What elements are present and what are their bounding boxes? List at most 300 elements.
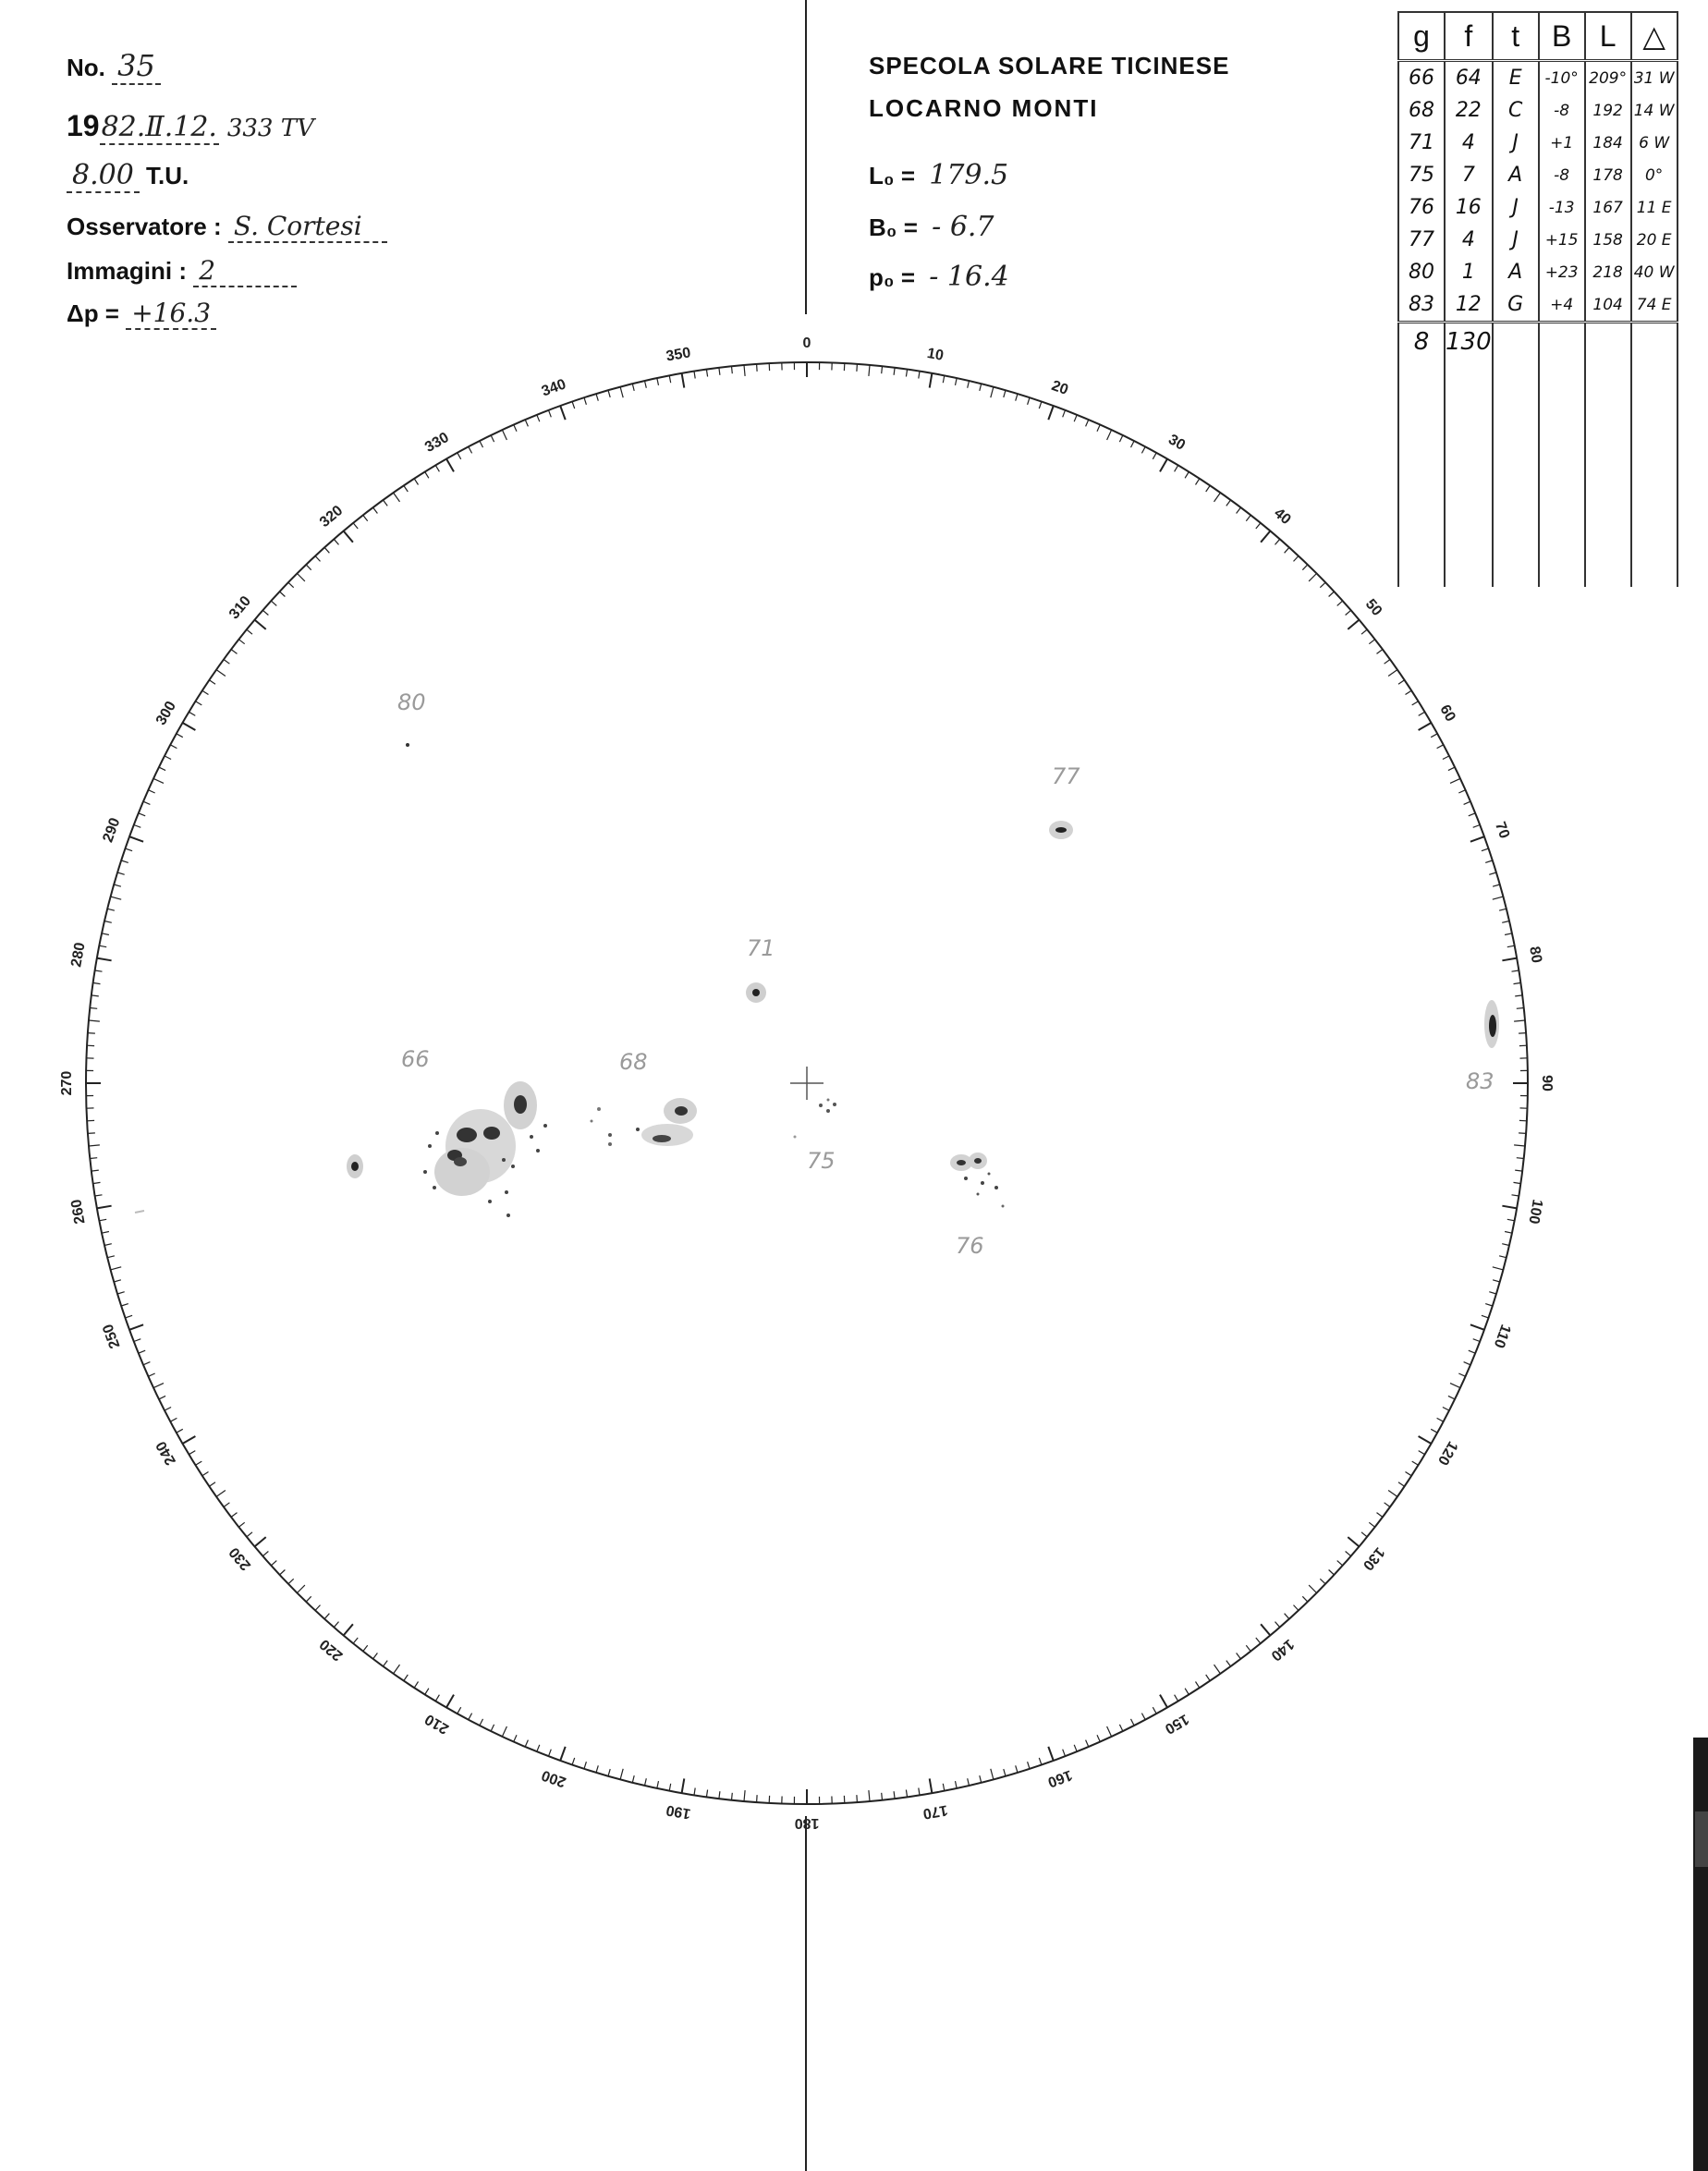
scale-tick (107, 909, 115, 910)
table-cell: 209° (1585, 61, 1631, 95)
scale-tick (143, 1362, 150, 1365)
scale-tick (1369, 1522, 1374, 1527)
scale-tick (906, 1790, 907, 1798)
scale-tick (247, 1532, 252, 1537)
observer-label: Osservatore : (67, 213, 222, 240)
scale-tick (694, 372, 695, 379)
scale-tick (1464, 1362, 1470, 1365)
scale-tick (90, 1008, 97, 1009)
scale-tick (1514, 1182, 1521, 1183)
scale-tick (1214, 493, 1221, 502)
scale-tick (177, 1429, 183, 1433)
scale-tick (1329, 1570, 1335, 1576)
scale-tick (394, 1665, 400, 1674)
table-cell: 80 (1398, 256, 1445, 288)
scale-tick (414, 479, 418, 485)
scale-label: 330 (422, 429, 452, 457)
scale-tick (1160, 1695, 1167, 1708)
scale-tick (97, 1206, 112, 1209)
scale-tick (238, 640, 244, 644)
scale-tick (255, 1537, 266, 1546)
table-cell: 66 (1398, 61, 1445, 95)
scale-tick (1119, 435, 1123, 442)
scale-tick (139, 813, 145, 816)
scale-tick (596, 1765, 598, 1773)
table-cell: 4 (1445, 127, 1493, 159)
scale-label: 270 (59, 1070, 76, 1096)
scale-tick (1214, 1665, 1221, 1674)
scale-tick (1493, 1267, 1504, 1270)
scale-tick (129, 836, 143, 842)
scale-tick (1294, 556, 1299, 562)
column-header-L: L (1585, 12, 1631, 61)
table-cell: 0° (1631, 159, 1678, 191)
time-value: 8.00 (67, 159, 140, 193)
spot-label-71: 71 (747, 935, 775, 961)
scale-tick (1337, 1561, 1343, 1566)
scale-tick (1388, 1491, 1397, 1497)
scale-tick (1515, 995, 1522, 996)
table-cell: 75 (1398, 159, 1445, 191)
scale-tick (732, 1793, 733, 1800)
table-cell: +23 (1539, 256, 1585, 288)
scale-tick (906, 370, 907, 377)
record-number-label: No. (67, 54, 105, 81)
scale-tick (502, 430, 506, 440)
disk-center-cross (790, 1067, 824, 1100)
scale-tick (202, 1472, 209, 1476)
scale-tick (216, 670, 226, 677)
table-cell: A (1493, 256, 1539, 288)
scale-label: 250 (100, 1322, 124, 1351)
scale-tick (183, 1436, 196, 1444)
sunspot-group-76 (950, 1153, 1005, 1208)
scale-tick (1464, 801, 1470, 804)
scale-tick (117, 872, 125, 874)
scale-tick (572, 402, 575, 409)
scale-tick (572, 1758, 575, 1765)
record-number-value: 35 (112, 48, 161, 85)
scale-tick (1514, 982, 1521, 983)
scale-tick (1337, 601, 1343, 605)
scale-tick (1398, 1482, 1405, 1487)
scale-tick (1237, 1653, 1241, 1659)
scale-tick (1385, 660, 1390, 665)
scale-tick (584, 1762, 586, 1769)
scale-tick (1309, 574, 1316, 581)
scale-tick (1419, 723, 1432, 730)
scale-tick (394, 493, 400, 502)
table-cell: 167 (1585, 191, 1631, 224)
scale-tick (1458, 790, 1465, 793)
scale-tick (1226, 500, 1231, 506)
scale-tick (549, 1750, 552, 1757)
scale-tick (1377, 650, 1383, 654)
spot-label-76: 76 (956, 1233, 984, 1259)
institution-location: LOCARNO MONTI (869, 94, 1099, 122)
scale-tick (159, 767, 165, 771)
total-spots: 130 (1445, 323, 1493, 361)
scale-tick (1493, 1280, 1500, 1282)
scale-tick (324, 1614, 329, 1619)
scale-tick (869, 1790, 870, 1801)
scale-tick (1517, 1158, 1524, 1159)
scale-tick (1385, 1503, 1390, 1507)
scale-tick (537, 415, 540, 421)
scale-tick (1514, 1145, 1525, 1146)
scale-tick (1309, 1585, 1316, 1592)
scale-tick (1485, 1304, 1493, 1306)
scale-tick (1493, 896, 1504, 899)
scale-tick (165, 1408, 171, 1411)
scale-tick (1256, 1638, 1261, 1643)
scale-label: 200 (539, 1766, 568, 1790)
scale-tick (480, 1719, 483, 1726)
scale-tick (1502, 1244, 1509, 1246)
scale-tick (202, 690, 209, 694)
scale-tick (894, 368, 895, 375)
scale-tick (1450, 1384, 1460, 1388)
scale-label: 170 (921, 1801, 949, 1822)
scale-tick (1458, 1373, 1465, 1376)
scale-tick (1346, 1552, 1351, 1556)
scale-label: 260 (68, 1198, 89, 1226)
scale-tick (1473, 1339, 1481, 1342)
table-cell: 22 (1445, 94, 1493, 127)
scale-tick (324, 547, 329, 553)
scale-tick (1406, 1472, 1412, 1476)
table-cell: 104 (1585, 288, 1631, 323)
column-header-f: f (1445, 12, 1493, 61)
scale-tick (956, 378, 958, 385)
scale-tick (1063, 410, 1066, 418)
scale-tick (1507, 945, 1515, 946)
p0-label: p₀ = (869, 263, 916, 291)
scale-tick (435, 1695, 439, 1701)
scale-tick (732, 366, 733, 373)
scale-tick (262, 610, 268, 615)
scale-tick (1470, 1324, 1484, 1330)
column-header-g: g (1398, 12, 1445, 61)
scale-tick (344, 1624, 353, 1635)
scale-tick (1348, 620, 1359, 629)
L0-label: L₀ = (869, 162, 916, 189)
time-unit: T.U. (146, 162, 189, 189)
scale-tick (525, 1740, 528, 1747)
scale-tick (882, 1793, 883, 1800)
scale-tick (1285, 547, 1289, 553)
scale-tick (657, 378, 659, 385)
scale-tick (446, 1695, 454, 1708)
scale-label: 310 (226, 592, 255, 623)
scale-tick (930, 373, 933, 388)
scale-label: 340 (539, 376, 568, 400)
scale-tick (1206, 485, 1211, 492)
scale-tick (446, 459, 454, 472)
scale-tick (298, 574, 305, 581)
table-cell: 40 W (1631, 256, 1678, 288)
table-cell: -10° (1539, 61, 1585, 95)
sunspot-group-75 (794, 1099, 837, 1139)
scale-tick (1437, 745, 1444, 749)
table-cell: 1 (1445, 256, 1493, 288)
scale-tick (170, 745, 177, 749)
scale-tick (857, 1795, 858, 1802)
scale-tick (980, 1775, 982, 1783)
sunspot-group-77 (1049, 821, 1073, 839)
scale-tick (1048, 1747, 1054, 1761)
scale-tick (1039, 402, 1042, 409)
scale-tick (1502, 958, 1517, 961)
table-cell: +1 (1539, 127, 1585, 159)
scale-tick (608, 1769, 610, 1776)
scale-tick (89, 1145, 100, 1146)
scale-tick (334, 1622, 338, 1628)
scale-label: 180 (794, 1814, 820, 1831)
scale-tick (1493, 884, 1500, 886)
scale-label: 20 (1049, 377, 1070, 398)
scale-tick (1443, 1408, 1449, 1411)
scale-tick (469, 1714, 472, 1720)
scale-tick (425, 472, 429, 479)
scale-tick (1107, 430, 1112, 440)
scale-tick (189, 1451, 195, 1455)
scale-tick (968, 381, 970, 388)
scale-tick (1141, 1714, 1145, 1720)
scale-tick (719, 1791, 720, 1799)
scale-tick (943, 1784, 945, 1791)
sunspot-group-68 (591, 1098, 698, 1146)
scale-tick (757, 1795, 758, 1802)
scale-tick (231, 650, 237, 654)
scale-tick (1285, 1614, 1289, 1619)
sunspot-group-83 (1484, 1000, 1499, 1048)
scale-tick (744, 1790, 745, 1801)
table-cell: 12 (1445, 288, 1493, 323)
scale-tick (425, 1689, 429, 1695)
column-header-B: B (1539, 12, 1585, 61)
scale-tick (288, 1579, 294, 1584)
scale-tick (1419, 1436, 1432, 1444)
scale-label: 80 (1526, 945, 1544, 965)
scale-tick (1512, 1195, 1519, 1196)
table-cell: 6 W (1631, 127, 1678, 159)
scale-label: 140 (1267, 1635, 1298, 1665)
table-cell: 71 (1398, 127, 1445, 159)
table-cell: 16 (1445, 191, 1493, 224)
scale-tick (632, 1775, 634, 1783)
scale-tick (315, 556, 321, 562)
scale-tick (1505, 933, 1512, 935)
scale-tick (95, 1195, 103, 1196)
scale-tick (1482, 1315, 1489, 1318)
table-cell: J (1493, 224, 1539, 256)
scale-tick (111, 896, 122, 899)
scale-tick (584, 397, 586, 405)
table-cell: G (1493, 288, 1539, 323)
scale-tick (216, 1491, 226, 1497)
scale-tick (1398, 680, 1405, 685)
scale-tick (404, 485, 409, 492)
table-cell: -8 (1539, 159, 1585, 191)
scale-tick (148, 790, 154, 793)
scale-tick (458, 1707, 461, 1714)
scale-tick (306, 1596, 311, 1602)
scale-tick (126, 848, 133, 851)
scale-tick (1131, 1719, 1135, 1726)
scale-tick (560, 406, 566, 420)
table-cell: 11 E (1631, 191, 1678, 224)
table-cell: -8 (1539, 94, 1585, 127)
scale-tick (491, 1725, 494, 1731)
L0-value: 179.5 (929, 159, 1009, 191)
scale-tick (956, 1781, 958, 1788)
scale-tick (104, 1244, 112, 1246)
scale-label: 100 (1525, 1198, 1545, 1226)
table-cell: 7 (1445, 159, 1493, 191)
scale-tick (757, 364, 758, 372)
table-cell: 76 (1398, 191, 1445, 224)
scale-tick (1482, 848, 1489, 851)
scale-tick (159, 1396, 165, 1399)
scale-tick (1419, 1451, 1425, 1455)
scale-tick (1514, 1020, 1525, 1021)
delta-p-label: Δp = (67, 299, 119, 327)
scale-tick (1348, 1537, 1359, 1546)
scale-tick (560, 1747, 566, 1761)
scale-tick (183, 723, 196, 730)
scale-tick (1377, 1513, 1383, 1518)
scale-tick (480, 441, 483, 447)
scale-tick (1206, 1675, 1211, 1681)
scale-label: 110 (1490, 1322, 1514, 1350)
scale-tick (1320, 582, 1325, 588)
scale-tick (1437, 1418, 1444, 1421)
table-cell: 83 (1398, 288, 1445, 323)
scale-tick (1196, 1682, 1200, 1689)
scale-tick (1515, 1170, 1522, 1171)
column-header-t: t (1493, 12, 1539, 61)
scale-tick (373, 1653, 378, 1659)
scale-tick (1016, 394, 1018, 401)
scale-tick (363, 515, 368, 520)
scale-tick (669, 375, 671, 383)
table-cell: 68 (1398, 94, 1445, 127)
scale-tick (1185, 1689, 1189, 1695)
scale-tick (1489, 872, 1496, 874)
scale-tick (280, 592, 286, 597)
scale-tick (1237, 507, 1241, 513)
scale-tick (1320, 1579, 1325, 1584)
scale-tick (894, 1791, 895, 1799)
scale-tick (306, 565, 311, 570)
scale-tick (1004, 1769, 1006, 1776)
table-cell: +15 (1539, 224, 1585, 256)
scale-tick (99, 1219, 106, 1221)
scale-tick (224, 660, 229, 665)
scale-tick (1119, 1725, 1123, 1731)
scale-tick (262, 1552, 268, 1556)
scale-tick (177, 734, 183, 738)
scale-tick (919, 1788, 920, 1796)
scale-tick (1039, 1758, 1042, 1765)
scale-tick (107, 1256, 115, 1258)
scale-tick (1302, 565, 1308, 570)
scale-tick (1502, 1206, 1517, 1209)
table-cell: 31 W (1631, 61, 1678, 95)
scale-tick (209, 680, 215, 685)
B0-value: - 6.7 (932, 211, 994, 243)
scale-tick (148, 1373, 154, 1376)
scale-tick (143, 801, 150, 804)
scale-tick (1361, 629, 1367, 634)
scale-tick (1107, 1726, 1112, 1737)
scale-tick (1346, 610, 1351, 615)
table-cell: J (1493, 191, 1539, 224)
scale-tick (373, 507, 378, 513)
total-groups: 8 (1398, 323, 1445, 361)
scale-tick (334, 539, 338, 544)
scale-tick (1097, 1735, 1100, 1741)
table-cell: 4 (1445, 224, 1493, 256)
scale-tick (1507, 1219, 1515, 1221)
table-cell: 77 (1398, 224, 1445, 256)
scale-tick (1406, 690, 1412, 694)
scale-tick (1160, 459, 1167, 472)
scale-label: 0 (802, 335, 811, 352)
scale-tick (1519, 1033, 1526, 1034)
limb-mark (135, 1211, 144, 1213)
scale-tick (114, 1280, 121, 1282)
scale-tick (121, 1304, 128, 1306)
scale-tick (930, 1778, 933, 1793)
scale-label: 350 (665, 345, 692, 365)
table-cell: 74 E (1631, 288, 1678, 323)
scale-label: 210 (422, 1710, 452, 1738)
sunspot-group-71 (746, 982, 766, 1003)
scale-tick (620, 387, 623, 398)
scale-tick (1443, 756, 1449, 760)
images-label: Immagini : (67, 257, 188, 285)
scale-tick (93, 1182, 101, 1183)
scale-tick (315, 1605, 321, 1611)
scale-label: 10 (925, 346, 946, 364)
scale-tick (1431, 734, 1437, 738)
scale-tick (384, 1661, 388, 1666)
scale-tick (1419, 712, 1425, 715)
scale-label: 30 (1165, 432, 1189, 454)
scale-tick (1141, 446, 1145, 453)
scale-tick (95, 970, 103, 971)
scale-tick (247, 629, 252, 634)
scale-tick (1302, 1596, 1308, 1602)
scale-tick (104, 921, 112, 923)
spot-label-77: 77 (1052, 763, 1080, 789)
scale-tick (1175, 465, 1178, 471)
scale-tick (458, 453, 461, 459)
scale-tick (525, 420, 528, 426)
scale-tick (363, 1645, 368, 1651)
scale-tick (153, 1384, 164, 1388)
scale-tick (435, 465, 439, 471)
scale-tick (857, 364, 858, 372)
scale-tick (694, 1788, 695, 1796)
scale-tick (353, 1638, 358, 1643)
rotation-number: 333 TV (226, 115, 314, 142)
scale-tick (1517, 1008, 1524, 1009)
scale-tick (1275, 539, 1280, 544)
scale-tick (1261, 531, 1270, 543)
